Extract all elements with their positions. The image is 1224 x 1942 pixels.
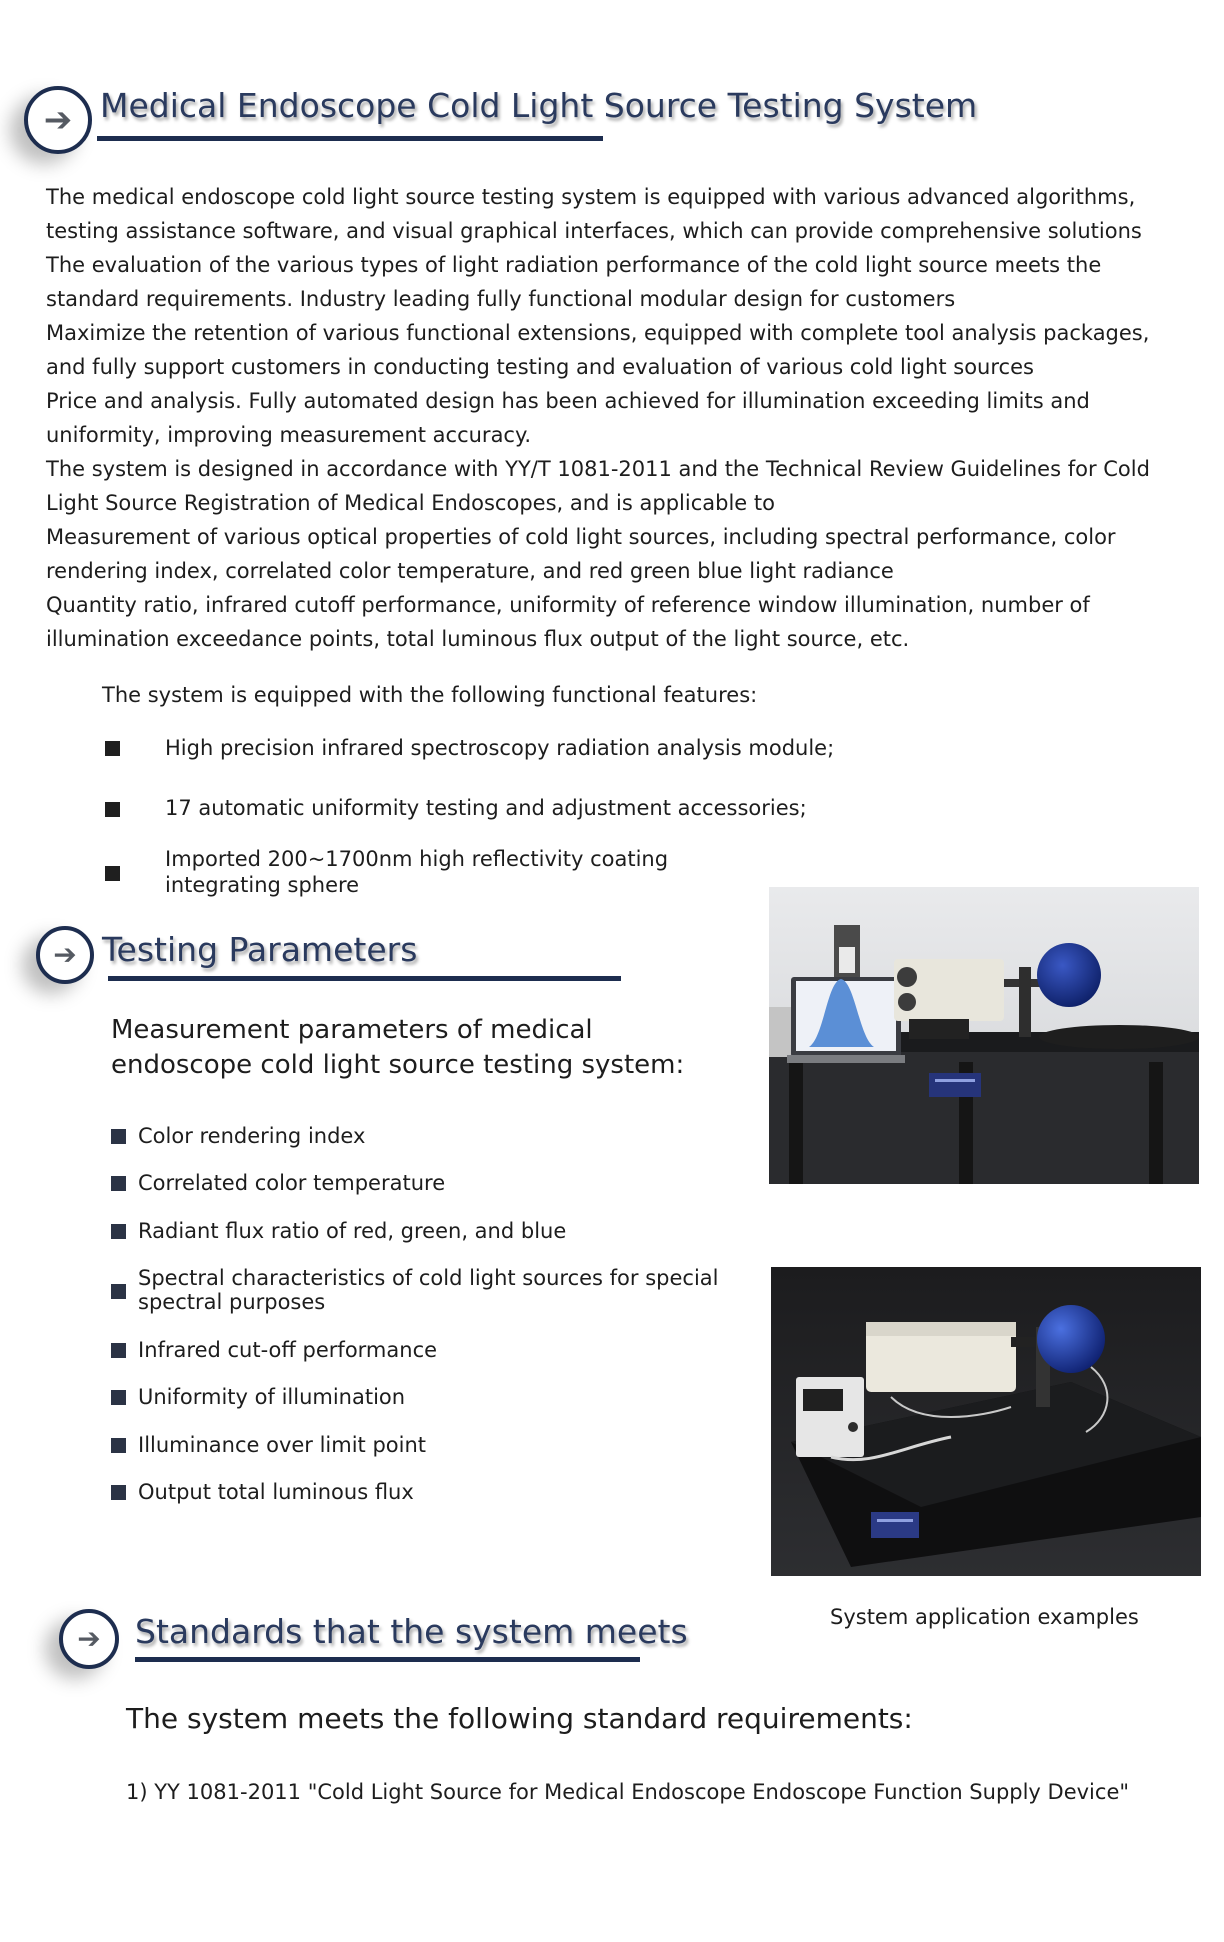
parameter-item: Output total luminous flux [138,1480,414,1504]
parameter-item: Radiant flux ratio of red, green, and blue [138,1219,567,1243]
features-heading: The system is equipped with the following functional features: [102,683,758,707]
section-badge [59,1609,119,1669]
bullet-square-icon [111,1129,126,1144]
section-badge [36,926,94,984]
feature-item: High precision infrared spectroscopy radiation analysis module; [165,736,835,760]
parameter-item: Infrared cut-off performance [138,1338,438,1362]
photo-caption: System application examples [830,1605,1139,1629]
intro-line: Measurement of various optical properties of cold light sources, including spectral performance, color rendering index, correlated color temperature, and red green blue light radiance [46,525,1116,583]
intro-line: The medical endoscope cold light source testing system is equipped with various advanced algorithms, testing assistance software, and visual graphical interfaces, which can provide comprehensive solutions [46,185,1142,243]
bullet-square-icon [111,1343,126,1358]
intro-line: Quantity ratio, infrared cutoff performance, uniformity of reference window illumination, number of illumination exceedance points, total luminous flux output of the light source, etc. [46,593,1090,651]
arrow-right-icon: ➔ [53,938,77,971]
section-underline [97,136,603,141]
bullet-square-icon [105,802,120,817]
intro-line: Maximize the retention of various functional extensions, equipped with complete tool analysis packages, and fully support customers in conducting testing and evaluation of various cold light sources [46,321,1150,379]
system-photo-bench [771,1267,1201,1576]
section-badge [24,86,92,154]
intro-text [46,180,1191,656]
intro-line: The evaluation of the various types of light radiation performance of the cold light source meets the standard requirements. Industry leading fully functional modular design for customers [46,253,1102,311]
bullet-square-icon [111,1438,126,1453]
intro-line: The system is designed in accordance with YY/T 1081-2011 and the Technical Review Guidelines for Cold Light Source Registration of Medical Endoscopes, and is applicable to [46,457,1150,515]
parameter-item: Uniformity of illumination [138,1385,406,1409]
bullet-square-icon [111,1176,126,1191]
arrow-right-icon: ➔ [77,1622,101,1655]
standard-item: 1) YY 1081-2011 "Cold Light Source for Medical Endoscope Endoscope Function Supply Device" [126,1780,1130,1804]
bullet-square-icon [111,1224,126,1239]
parameter-item: Spectral characteristics of cold light sources for special spectral purposes [138,1266,719,1314]
parameter-item: Color rendering index [138,1124,366,1148]
feature-item: 17 automatic uniformity testing and adjustment accessories; [165,796,807,820]
parameter-item: Illuminance over limit point [138,1433,427,1457]
section-underline [108,976,621,981]
feature-item: Imported 200~1700nm high reflectivity coating integrating sphere [165,847,669,897]
lab-setup-illustration [769,887,1199,1184]
intro-line: Price and analysis. Fully automated design has been achieved for illumination exceeding limits and uniformity, improving measurement accuracy. [46,389,1090,447]
section-title-parameters: Testing Parameters [102,930,418,969]
bullet-square-icon [111,1284,126,1299]
bullet-square-icon [105,866,120,881]
section-underline [135,1657,640,1662]
bullet-square-icon [111,1485,126,1500]
system-photo-lab [769,887,1199,1184]
section-title-system: Medical Endoscope Cold Light Source Testing System [100,86,978,125]
bench-setup-illustration [771,1267,1201,1576]
parameters-heading: Measurement parameters of medical endoscope cold light source testing system: [111,1015,685,1080]
arrow-right-icon: ➔ [43,100,73,140]
bullet-square-icon [111,1390,126,1405]
section-title-standards: Standards that the system meets [135,1612,688,1651]
bullet-square-icon [105,741,120,756]
parameter-item: Correlated color temperature [138,1171,446,1195]
standards-heading: The system meets the following standard requirements: [126,1702,913,1735]
